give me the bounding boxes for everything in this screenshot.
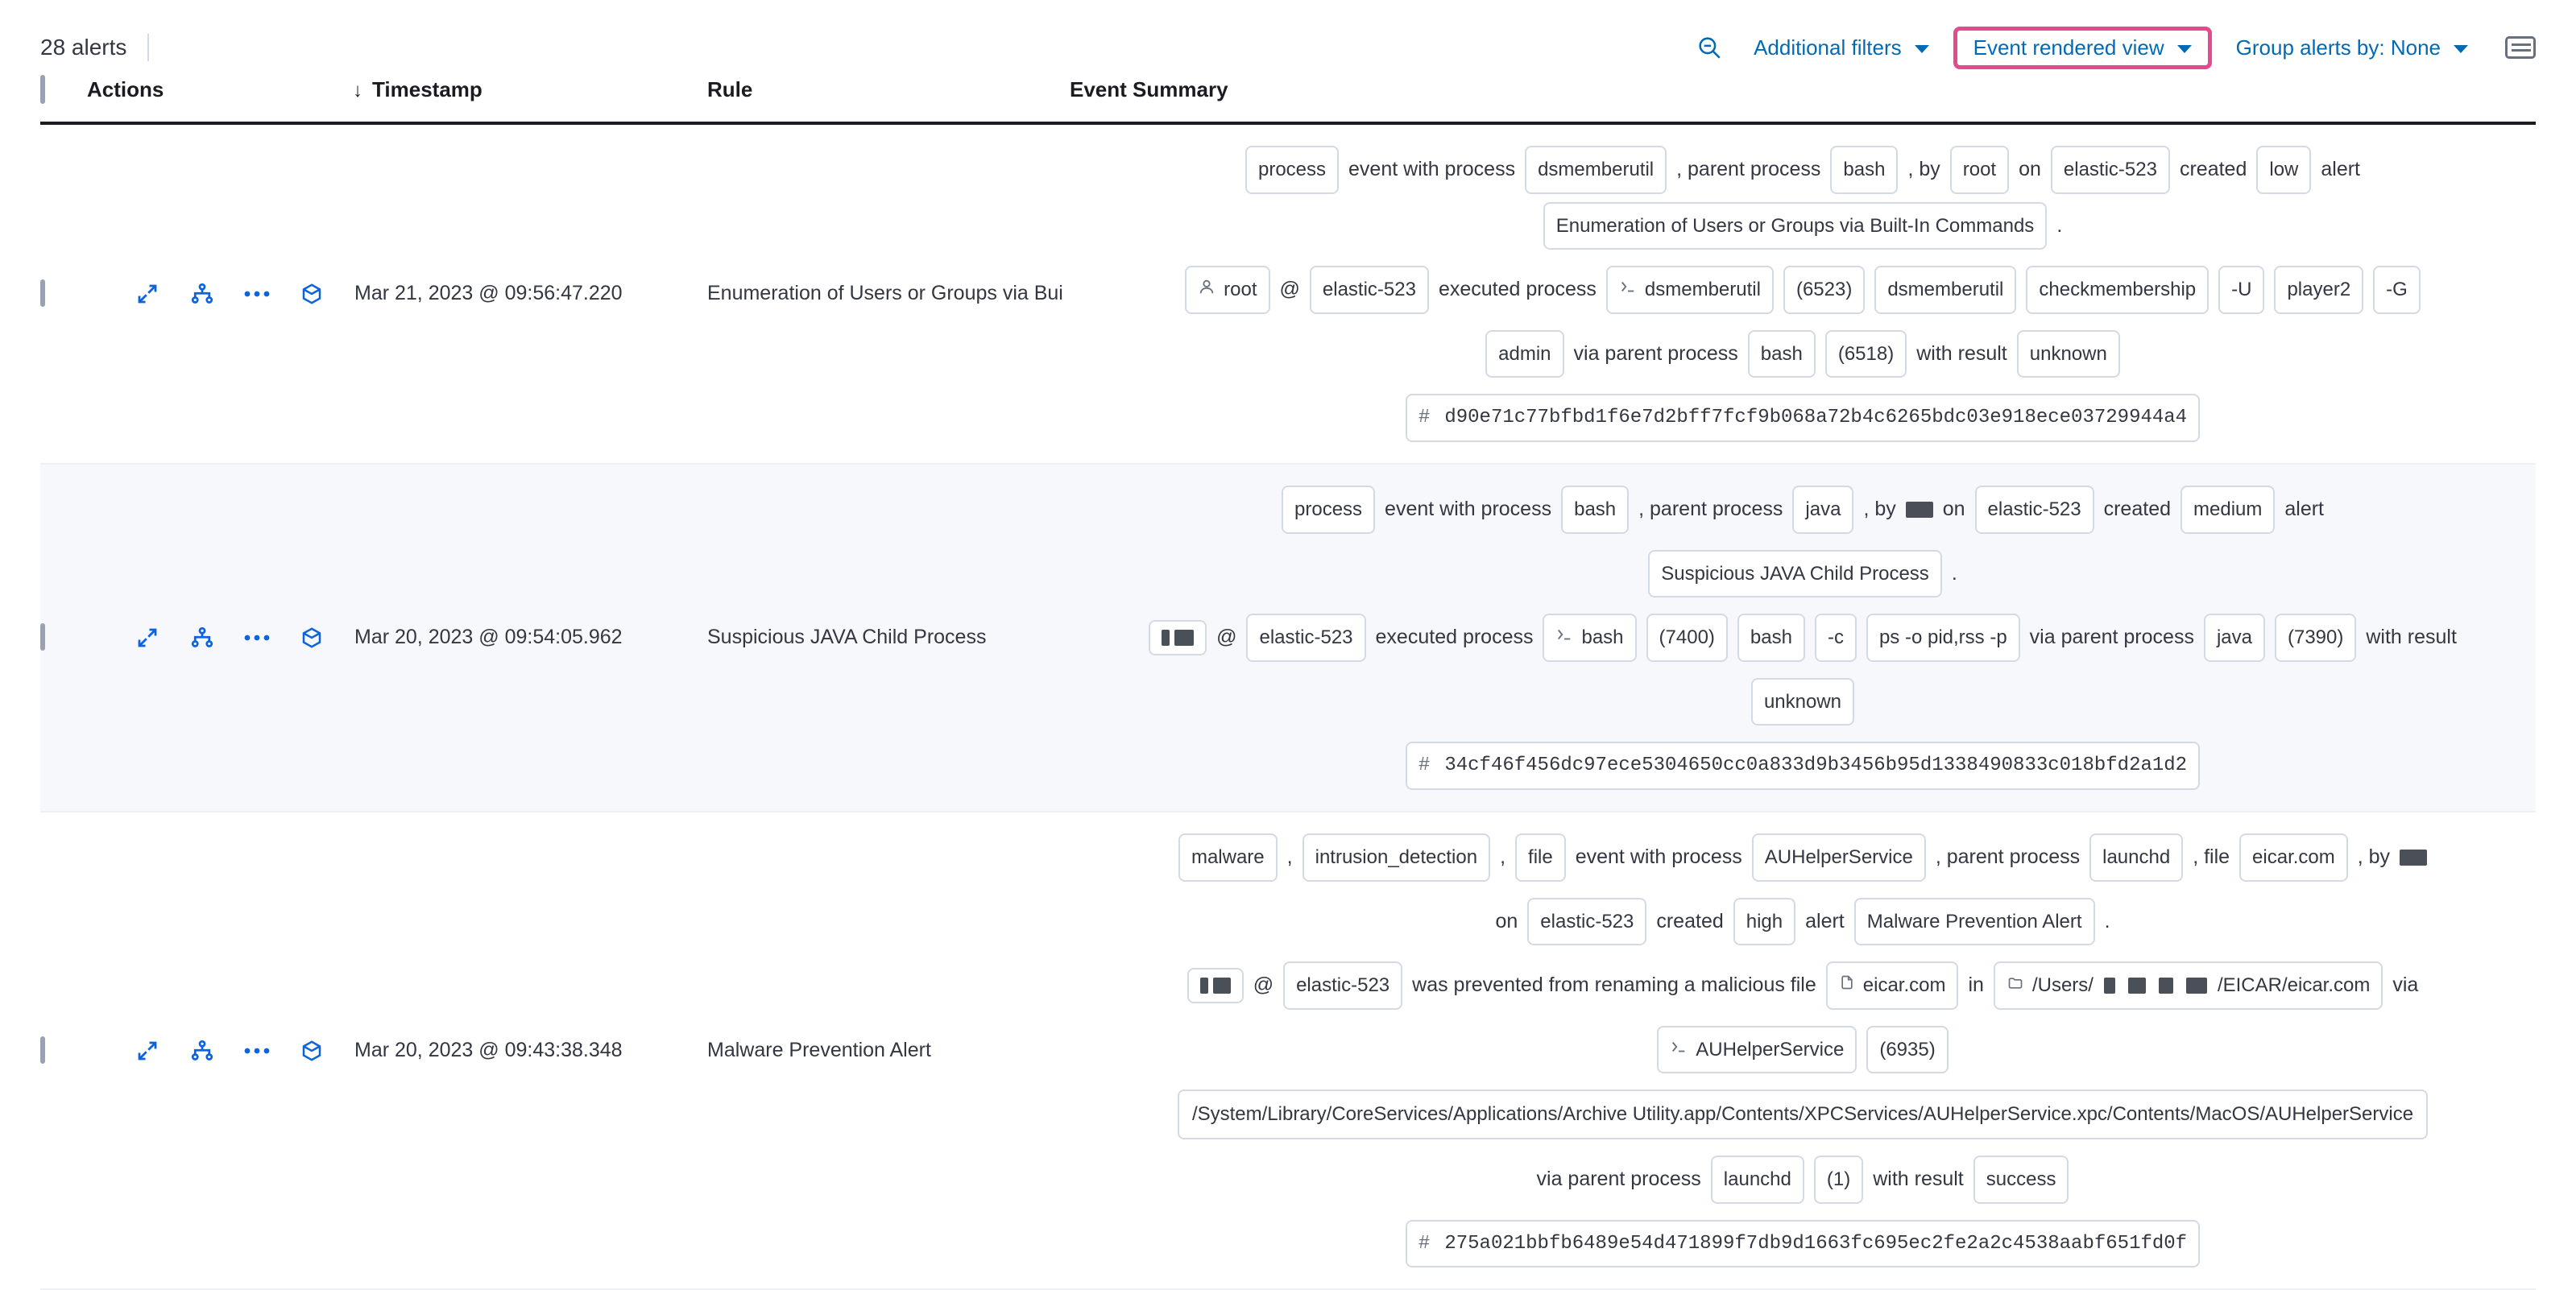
summary-text: executed process bbox=[1438, 278, 1597, 301]
hash-value: 275a021bbfb6489e54d471899f7db9d1663fc695ec2fe2a2c4538aabf651fd0f bbox=[1444, 1232, 2188, 1255]
summary-chip[interactable] bbox=[1310, 266, 1429, 314]
timestamp-header-label: Timestamp bbox=[372, 77, 482, 101]
executable-path-chip[interactable]: /System/Library/CoreServices/Applications/Archive Utility.app/Contents/XPCServices/AUHelperService.xpc/Contents/MacOS/AUHelperService bbox=[1178, 1089, 2428, 1139]
summary-chip[interactable] bbox=[2218, 266, 2264, 314]
summary-chip[interactable] bbox=[1657, 1026, 1857, 1074]
row-select-checkbox[interactable] bbox=[40, 1036, 45, 1064]
summary-chip-label: checkmembership bbox=[2039, 279, 2197, 301]
more-actions-icon[interactable] bbox=[243, 624, 271, 651]
summary-chip-label: (6523) bbox=[1795, 279, 1853, 301]
summary-chip[interactable] bbox=[2274, 266, 2363, 314]
table-row[interactable] bbox=[40, 812, 2536, 1289]
summary-chip[interactable] bbox=[2256, 146, 2311, 194]
summary-chip[interactable] bbox=[1606, 266, 1774, 314]
summary-chip-label: AUHelperService bbox=[1764, 846, 1913, 868]
console-icon bbox=[1670, 1033, 1688, 1067]
summary-chip-label: eicar.com bbox=[1862, 974, 1946, 997]
folder-icon bbox=[2007, 969, 2024, 1003]
row-select-cell bbox=[40, 123, 87, 464]
analyzer-icon[interactable] bbox=[188, 1037, 216, 1065]
summary-text: , parent process bbox=[1638, 498, 1783, 521]
summary-chip-label: root bbox=[1962, 159, 1997, 180]
summary-chip-label: launchd bbox=[1723, 1168, 1791, 1190]
summary-chip-label: -U bbox=[2231, 279, 2252, 301]
summary-chip[interactable] bbox=[1543, 202, 2048, 250]
timestamp-cell: Mar 20, 2023 @ 09:43:38.348 bbox=[354, 1039, 623, 1062]
summary-chip[interactable] bbox=[1792, 486, 1853, 534]
summary-text: . bbox=[2104, 909, 2110, 932]
summary-chip-label: java bbox=[1805, 498, 1841, 520]
expand-icon[interactable] bbox=[134, 1037, 161, 1065]
summary-text: on bbox=[2019, 158, 2041, 181]
additional-filters-button[interactable] bbox=[1736, 27, 1947, 68]
summary-chip[interactable] bbox=[1854, 898, 2095, 946]
summary-chip[interactable] bbox=[1302, 833, 1490, 882]
hash-chip[interactable] bbox=[1406, 1220, 2200, 1268]
summary-chip-label: bash bbox=[1843, 159, 1886, 180]
summary-chip[interactable] bbox=[1748, 330, 1816, 378]
summary-text: with result bbox=[1873, 1167, 1964, 1190]
row-select-cell bbox=[40, 464, 87, 812]
path-suffix: /EICAR/eicar.com bbox=[2217, 974, 2371, 997]
alerts-table-head bbox=[40, 77, 2536, 123]
summary-chip[interactable] bbox=[2204, 614, 2265, 662]
summary-chip[interactable] bbox=[1826, 961, 1959, 1010]
table-row[interactable] bbox=[40, 123, 2536, 464]
summary-text: was prevented from renaming a malicious file bbox=[1412, 974, 1816, 997]
summary-chip[interactable] bbox=[1814, 1156, 1863, 1204]
redacted-value bbox=[1174, 630, 1194, 646]
session-view-icon[interactable] bbox=[298, 624, 325, 651]
summary-chip-label: elastic-523 bbox=[1322, 279, 1416, 301]
summary-chip-label: file bbox=[1528, 846, 1553, 868]
summary-chip-label: (6518) bbox=[1837, 342, 1895, 365]
summary-chip[interactable] bbox=[1973, 1156, 2069, 1204]
summary-chip-label: elastic-523 bbox=[1540, 910, 1634, 932]
summary-text: via bbox=[2392, 974, 2419, 997]
summary-chip[interactable] bbox=[1866, 1026, 1948, 1074]
summary-chip[interactable] bbox=[1783, 266, 1865, 314]
rule-header[interactable]: Rule bbox=[707, 77, 753, 101]
summary-chip-label: process bbox=[1294, 498, 1363, 520]
analyzer-icon[interactable] bbox=[188, 280, 216, 308]
rule-cell[interactable]: Enumeration of Users or Groups via Bui bbox=[707, 282, 1063, 305]
analyzer-icon[interactable] bbox=[188, 624, 216, 651]
summary-chip-label: malware bbox=[1191, 846, 1265, 868]
summary-chip[interactable] bbox=[1874, 266, 2016, 314]
summary-chip-label: (1) bbox=[1826, 1168, 1851, 1190]
redacted-value bbox=[1213, 978, 1231, 994]
summary-chip-label: ps -o pid,rss -p bbox=[1878, 626, 2007, 649]
summary-chip[interactable] bbox=[2089, 833, 2183, 882]
summary-chip-label: elastic-523 bbox=[1296, 974, 1390, 997]
summary-text: , file bbox=[2193, 845, 2230, 868]
timestamp-cell: Mar 20, 2023 @ 09:54:05.962 bbox=[354, 626, 623, 649]
row-actions-cell bbox=[87, 812, 353, 1289]
summary-chip[interactable] bbox=[2239, 833, 2348, 882]
summary-chip-label: high bbox=[1746, 910, 1783, 932]
summary-text: , by bbox=[1863, 498, 1896, 521]
summary-chip[interactable] bbox=[1527, 898, 1646, 946]
summary-chip-label: unknown bbox=[2029, 342, 2107, 365]
summary-chip-label: admin bbox=[1498, 342, 1551, 365]
summary-chip[interactable] bbox=[1648, 550, 1942, 598]
alert-count-label: 28 alerts bbox=[40, 35, 127, 60]
alerts-table bbox=[40, 77, 2536, 1290]
hash-value: d90e71c77bfbd1f6e7d2bff7fcf9b068a72b4c6265bdc03e918ece03729944a4 bbox=[1444, 407, 2188, 429]
summary-text: via parent process bbox=[1573, 341, 1738, 365]
summary-chip-label: (7390) bbox=[2287, 626, 2344, 649]
console-icon bbox=[1555, 621, 1573, 655]
redacted-user-chip[interactable] bbox=[1149, 620, 1207, 655]
table-row[interactable] bbox=[40, 464, 2536, 812]
summary-chip[interactable] bbox=[1543, 614, 1636, 662]
summary-text: event with process bbox=[1348, 158, 1516, 181]
summary-chip[interactable] bbox=[1815, 614, 1857, 662]
group-alerts-by-button[interactable] bbox=[2218, 27, 2486, 68]
summary-chip-label: bash bbox=[1750, 626, 1792, 649]
summary-text: , by bbox=[1907, 158, 1940, 181]
hash-symbol-icon: # bbox=[1418, 407, 1431, 429]
summary-chip[interactable] bbox=[2180, 486, 2275, 534]
summary-chip[interactable] bbox=[1751, 678, 1854, 726]
summary-text: @ bbox=[1279, 278, 1300, 301]
summary-chip[interactable] bbox=[2017, 330, 2120, 378]
summary-text: on bbox=[1942, 498, 1965, 521]
search-inspect-icon[interactable] bbox=[1692, 29, 1736, 66]
event-summary bbox=[1070, 833, 2536, 1267]
summary-chip[interactable] bbox=[1246, 614, 1365, 662]
summary-chip-label: elastic-523 bbox=[1259, 626, 1353, 649]
toolbar-right-group bbox=[1692, 27, 2536, 69]
summary-text: event with process bbox=[1385, 498, 1552, 521]
summary-chip[interactable] bbox=[1646, 614, 1728, 662]
summary-text: . bbox=[2056, 213, 2063, 237]
rule-cell[interactable]: Suspicious JAVA Child Process bbox=[707, 626, 987, 649]
hash-chip[interactable] bbox=[1406, 742, 2200, 790]
summary-text: with result bbox=[1916, 341, 2007, 365]
chevron-down-icon bbox=[2177, 45, 2192, 53]
summary-chip[interactable] bbox=[1711, 1156, 1804, 1204]
summary-chip-label: intrusion_detection bbox=[1315, 846, 1478, 868]
hash-chip[interactable] bbox=[1406, 394, 2200, 442]
summary-chip-label: -G bbox=[2386, 279, 2408, 301]
rule-cell[interactable]: Malware Prevention Alert bbox=[707, 1039, 931, 1062]
summary-text: created bbox=[2179, 158, 2247, 181]
summary-chip-label: dsmemberutil bbox=[1887, 279, 2004, 301]
summary-chip-label: elastic-523 bbox=[2063, 159, 2157, 180]
chevron-down-icon bbox=[2454, 45, 2468, 53]
timestamp-cell: Mar 21, 2023 @ 09:56:47.220 bbox=[354, 282, 623, 305]
summary-text: alert bbox=[1805, 909, 1845, 932]
summary-path-chip[interactable] bbox=[1994, 961, 2383, 1010]
redacted-value bbox=[2186, 978, 2207, 994]
summary-text: via parent process bbox=[1536, 1167, 1701, 1190]
summary-chip[interactable] bbox=[1752, 833, 1926, 882]
summary-chip-label: unknown bbox=[1763, 690, 1842, 713]
redacted-value bbox=[1200, 978, 1208, 994]
summary-chip[interactable] bbox=[1515, 833, 1566, 882]
summary-chip-label: (6935) bbox=[1879, 1038, 1936, 1061]
summary-chip[interactable] bbox=[1245, 146, 1339, 194]
summary-text: , parent process bbox=[1676, 158, 1821, 181]
summary-chip[interactable] bbox=[1525, 146, 1667, 194]
summary-text: in bbox=[1968, 974, 1984, 997]
row-select-checkbox[interactable] bbox=[40, 623, 45, 651]
summary-chip[interactable] bbox=[1825, 330, 1907, 378]
sort-desc-icon: ↓ bbox=[353, 80, 362, 101]
summary-chip-label: dsmemberutil bbox=[1644, 279, 1761, 301]
redacted-value bbox=[1906, 502, 1933, 518]
summary-chip-label: medium bbox=[2193, 498, 2263, 520]
event-summary-cell bbox=[1070, 812, 2536, 1289]
summary-chip-label: bash bbox=[1760, 342, 1803, 365]
summary-chip[interactable] bbox=[1866, 614, 2020, 662]
alerts-toolbar bbox=[40, 0, 2536, 77]
summary-chip-label: Malware Prevention Alert bbox=[1866, 910, 2082, 932]
toolbar-divider bbox=[147, 34, 149, 61]
summary-chip[interactable] bbox=[1485, 330, 1563, 378]
event-summary-cell bbox=[1070, 123, 2536, 464]
chevron-down-icon bbox=[1915, 45, 1929, 53]
redacted-value bbox=[2159, 978, 2173, 994]
summary-chip[interactable] bbox=[1830, 146, 1898, 194]
event-summary bbox=[1070, 486, 2536, 790]
summary-chip-label: dsmemberutil bbox=[1538, 159, 1655, 180]
file-icon bbox=[1839, 969, 1855, 1003]
summary-chip-label: Enumeration of Users or Groups via Built-In Commands bbox=[1555, 214, 2035, 237]
row-actions-cell bbox=[87, 464, 353, 812]
hash-symbol-icon: # bbox=[1418, 755, 1431, 777]
more-actions-icon[interactable] bbox=[243, 1037, 271, 1065]
summary-chip-label: bash bbox=[1574, 498, 1617, 520]
user-icon bbox=[1198, 273, 1216, 307]
summary-chip-label: -c bbox=[1827, 626, 1844, 649]
summary-text: . bbox=[1951, 561, 1957, 585]
summary-chip-label: low bbox=[2269, 159, 2299, 180]
summary-text: event with process bbox=[1575, 845, 1742, 868]
redacted-value bbox=[2104, 978, 2115, 994]
summary-chip-label: launchd bbox=[2102, 846, 2171, 868]
select-all-checkbox[interactable] bbox=[40, 75, 45, 104]
summary-text: with result bbox=[2366, 626, 2457, 649]
summary-text: , by bbox=[2357, 845, 2391, 868]
summary-chip[interactable] bbox=[1178, 833, 1278, 882]
keyboard-icon[interactable] bbox=[2505, 36, 2536, 59]
event-summary bbox=[1070, 146, 2536, 442]
timestamp-header[interactable] bbox=[353, 77, 707, 123]
expand-icon[interactable] bbox=[134, 280, 161, 308]
summary-chip-label: player2 bbox=[2287, 279, 2351, 301]
row-actions-cell bbox=[87, 123, 353, 464]
summary-chip[interactable] bbox=[1737, 614, 1805, 662]
summary-chip-label: success bbox=[1986, 1168, 2056, 1190]
select-all-header bbox=[40, 77, 87, 123]
summary-chip-label: (7400) bbox=[1659, 626, 1715, 649]
summary-text: created bbox=[2103, 498, 2171, 521]
event-rendered-view-button[interactable] bbox=[1969, 35, 2197, 60]
summary-text: alert bbox=[2284, 498, 2324, 521]
summary-text: @ bbox=[1253, 974, 1274, 997]
event-summary-cell bbox=[1070, 464, 2536, 812]
redacted-value bbox=[2128, 978, 2146, 994]
summary-text: executed process bbox=[1375, 626, 1534, 649]
additional-filters-label: Additional filters bbox=[1754, 35, 1902, 60]
expand-icon[interactable] bbox=[134, 624, 161, 651]
summary-text: created bbox=[1656, 909, 1724, 932]
actions-header: Actions bbox=[87, 77, 164, 101]
event-rendered-view-label: Event rendered view bbox=[1973, 35, 2164, 60]
hash-value: 34cf46f456dc97ece5304650cc0a833d9b3456b95d1338490833c018bfd2a1d2 bbox=[1444, 755, 2188, 777]
summary-text: , bbox=[1286, 845, 1293, 868]
summary-chip[interactable] bbox=[1282, 486, 1375, 534]
summary-chip[interactable] bbox=[1950, 146, 2009, 194]
redacted-value bbox=[2400, 850, 2427, 866]
summary-chip[interactable] bbox=[1561, 486, 1629, 534]
event-summary-header[interactable]: Event Summary bbox=[1070, 77, 1228, 101]
summary-chip-label: AUHelperService bbox=[1696, 1038, 1845, 1061]
summary-chip[interactable] bbox=[1975, 486, 2094, 534]
summary-text: , bbox=[1500, 845, 1506, 868]
summary-chip[interactable] bbox=[1733, 898, 1795, 946]
row-select-cell bbox=[40, 812, 87, 1289]
summary-chip[interactable] bbox=[1185, 266, 1269, 314]
summary-chip-label: process bbox=[1257, 159, 1327, 180]
summary-text: , parent process bbox=[1935, 845, 2081, 868]
summary-chip[interactable] bbox=[2026, 266, 2209, 314]
path-prefix: /Users/ bbox=[2031, 974, 2094, 997]
session-view-icon[interactable] bbox=[298, 280, 325, 308]
summary-chip[interactable] bbox=[2373, 266, 2421, 314]
summary-chip-label: bash bbox=[1581, 626, 1624, 649]
summary-chip-label: root bbox=[1224, 279, 1257, 301]
console-icon bbox=[1619, 273, 1637, 307]
summary-chip[interactable] bbox=[1283, 961, 1402, 1010]
redacted-user-chip[interactable] bbox=[1187, 968, 1244, 1003]
redacted-value bbox=[1162, 630, 1170, 646]
summary-text: on bbox=[1495, 909, 1518, 932]
row-select-checkbox[interactable] bbox=[40, 279, 45, 307]
summary-text: @ bbox=[1216, 626, 1237, 649]
summary-chip[interactable] bbox=[2275, 614, 2356, 662]
alerts-table-body bbox=[40, 123, 2536, 1289]
summary-text: via parent process bbox=[2029, 626, 2194, 649]
session-view-icon[interactable] bbox=[298, 1037, 325, 1065]
summary-chip-label: java bbox=[2216, 626, 2252, 649]
summary-chip-label: Suspicious JAVA Child Process bbox=[1661, 562, 1929, 585]
event-rendered-view-highlight bbox=[1953, 27, 2212, 69]
group-alerts-by-label: Group alerts by: None bbox=[2235, 35, 2441, 60]
summary-chip-label: elastic-523 bbox=[1987, 498, 2081, 520]
summary-text: alert bbox=[2321, 158, 2361, 181]
summary-chip[interactable] bbox=[2051, 146, 2170, 194]
hash-symbol-icon: # bbox=[1418, 1232, 1431, 1255]
summary-chip-label: eicar.com bbox=[2252, 846, 2335, 868]
more-actions-icon[interactable] bbox=[243, 280, 271, 308]
